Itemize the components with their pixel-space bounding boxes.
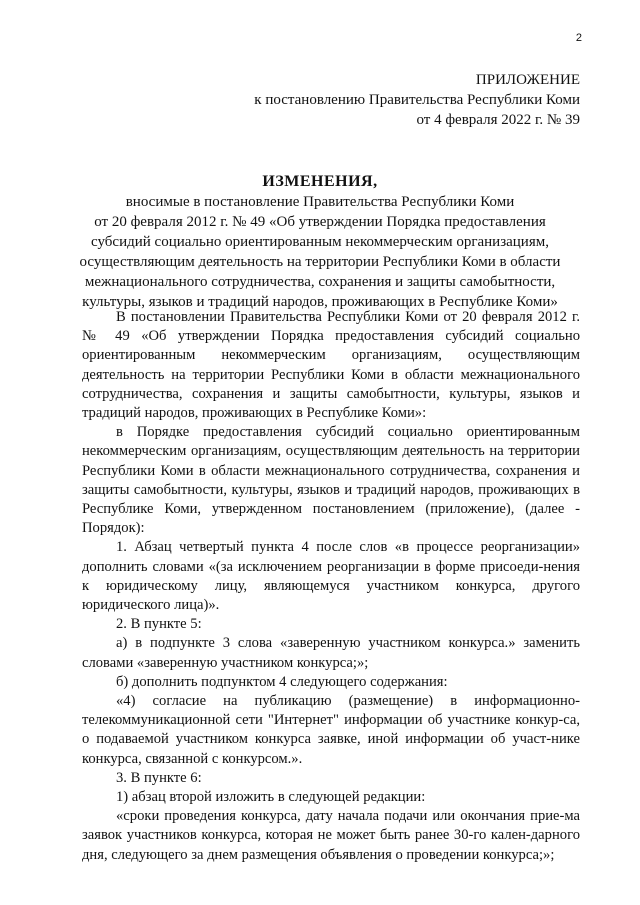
paragraph-intro: В постановлении Правительства Республики Коми от 20 февраля 2012 г. № 49 «Об утверждении Порядка предоставления субсидий социально ориентированным некоммерческим организациям, осуществляющим деятельность на территории Республики Коми в области межнационального сотрудничества, сохранения и защиты самобытности, культуры, языков и традиций народов, проживающих в Республике Коми»: — [82, 309, 580, 422]
paragraph-procedure: в Порядке предоставления субсидий социально ориентированным некоммерческим организациям, осуществляющим деятельность на территории Республики Коми в области межнационального сотрудничества, сохранения и защиты самобытности, культуры, языков и традиций народов, проживающих в Республике Коми, утвержденном постановлением (приложение), (далее - Порядок): — [82, 424, 580, 537]
title-line: культуры, языков и традиций народов, проживающих в Республике Коми» — [82, 294, 558, 310]
paragraph-item-2b: б) дополнить подпунктом 4 следующего содержания: — [116, 673, 448, 690]
title-heading: ИЗМЕНЕНИЯ, — [262, 173, 378, 190]
paragraph-item-1: 1. Абзац четвертый пункта 4 после слов «в процессе реорганизации» дополнить словами «(за исключением реорганизации в форме присоеди-нения к юридическому лицу, являющемуся участником конкурса, другого юридического лица)». — [82, 539, 580, 614]
appendix-resolution-line: к постановлению Правительства Республики Коми — [254, 92, 580, 108]
title-line: вносимые в постановление Правительства Республики Коми — [125, 194, 515, 210]
document-body — [82, 308, 580, 865]
appendix-header — [254, 70, 580, 130]
paragraph-item-2: 2. В пункте 5: — [116, 616, 202, 633]
document-title — [60, 172, 580, 312]
title-line: межнационального сотрудничества, сохранения и защиты самобытности, — [84, 274, 556, 290]
title-line: осуществляющим деятельность на территории Республики Коми в области — [79, 254, 561, 270]
paragraph-item-3: 3. В пункте 6: — [116, 769, 202, 786]
paragraph-item-3-1: 1) абзац второй изложить в следующей редакции: — [116, 789, 426, 806]
paragraph-item-3-1-text: «сроки проведения конкурса, дату начала подачи или окончания прие-ма заявок участников конкурса, которая не может быть ранее 30-го кален-дарного дня, следующего за днем размещения объявления о проведении конкурса;»; — [82, 808, 580, 863]
appendix-label: ПРИЛОЖЕНИЕ — [475, 72, 580, 88]
title-line: субсидий социально ориентированным некоммерческим организациям, — [91, 234, 549, 250]
paragraph-item-2b-text: «4) согласие на публикацию (размещение) в информационно-телекоммуникационной сети "Интернет" информации об участнике конкур-са, о подаваемой участником конкурса заявке, иной информации об участ-нике конкурса, связанной с конкурсом.». — [82, 693, 580, 767]
title-line: от 20 февраля 2012 г. № 49 «Об утверждении Порядка предоставления — [94, 214, 546, 230]
appendix-date-line: от 4 февраля 2022 г. № 39 — [416, 112, 580, 128]
page-number: 2 — [575, 32, 582, 44]
paragraph-item-2a: а) в подпункте 3 слова «заверенную участником конкурса.» заменить словами «заверенную участником конкурса;»; — [82, 635, 580, 671]
